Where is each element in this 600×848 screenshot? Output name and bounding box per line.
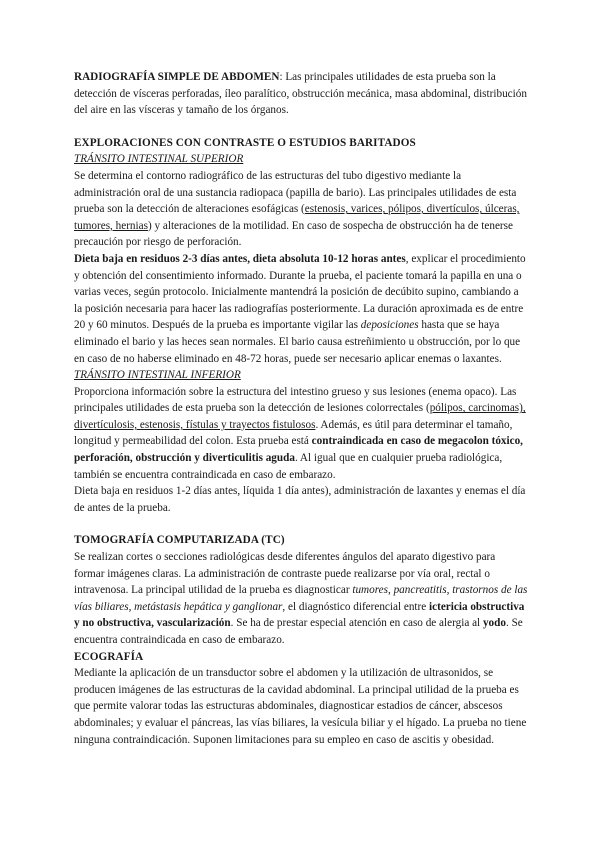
- transito-inferior-paragraph-2: Dieta baja en residuos 1-2 días antes, líquida 1 día antes), administración de laxantes y enemas el día de antes de la prueba.: [74, 485, 526, 514]
- transito-superior-subheading: TRÁNSITO INTESTINAL SUPERIOR: [74, 153, 244, 166]
- text-span: , el diagnóstico diferencial entre: [282, 600, 430, 613]
- italic-text: tumores, pancreatitis, trastornos de las vías biliares, metástasis hepática y ganglionar: [74, 584, 528, 613]
- underlined-text: estenosis, varices, pólipos, divertículos, úlceras, tumores, hernias: [74, 203, 520, 232]
- bold-text: contraindicada en caso de megacolon tóxico, perforación, obstrucción y diverticulitis aguda: [74, 435, 523, 465]
- tomografia-paragraph: [74, 549, 528, 649]
- text-span: Se realizan cortes o secciones radiológicas desde diferentes ángulos del aparato digestivo para formar imágenes claras. La administración de contraste puede realizarse por vía oral, rectal o intravenosa. La principal utilidad de la prueba es diagnosticar: [74, 551, 496, 597]
- bold-text: Dieta baja en residuos 2-3 días antes, dieta absoluta 10-12 horas antes: [74, 252, 406, 265]
- text-span: , explicar el procedimiento y obtención del consentimiento informado. Durante la prueba, el paciente tomará la papilla en una o varias veces, según protocolo. Inicialmente mantendrá la posición de decúbito supino, cambiando a la posición necesaria para hacer las radiografías posteriormente. La duración aproximada es de entre 20 y 60 minutos. Después de la prueba es importante vigilar las: [74, 252, 526, 332]
- ecografia-heading: ECOGRAFÍA: [74, 650, 144, 663]
- text-span: ) y alteraciones de la motilidad. En caso de sospecha de obstrucción ha de tenerse precaución por riesgo de perforación.: [74, 219, 513, 249]
- underlined-text: pólipos, carcinomas), divertículosis, estenosis, fístulas y trayectos fistulosos: [74, 402, 526, 431]
- transito-inferior-paragraph-1: [74, 384, 528, 484]
- text-span: . Al igual que en cualquier prueba radiológica, también se encuentra contraindicada en caso de embarazo.: [74, 452, 503, 481]
- document-page: [74, 69, 528, 748]
- transito-superior-paragraph-1: [74, 168, 528, 251]
- tomografia-heading: TOMOGRAFÍA COMPUTARIZADA (TC): [74, 534, 285, 547]
- text-span: hasta que se haya eliminado el bario y las heces sean normales. El bario causa estreñimiento u obstrucción, por lo que en caso de no haberse eliminado en 48-72 horas, puede ser necesario aplicar enemas o laxantes.: [74, 319, 521, 365]
- bold-text: ictericia obstructiva y no obstructiva, vascularización: [74, 600, 525, 630]
- text-span: . Se ha de prestar especial atención en caso de alergia al: [230, 617, 483, 630]
- bold-text: yodo: [482, 617, 506, 630]
- text-span: . Se encuentra contraindicada en caso de embarazo.: [74, 617, 523, 646]
- text-span: . Además, es útil para determinar el tamaño, longitud y permeabilidad del colon. Esta prueba está: [74, 418, 513, 448]
- italic-text: deposiciones: [360, 319, 419, 332]
- text-span: Proporciona información sobre la estructura del intestino grueso y sus lesiones (enema opaco). Las principales utilidades de esta prueba son la detección de lesiones colorrectales (: [74, 385, 517, 415]
- radiografia-paragraph: [74, 69, 528, 119]
- exploraciones-heading: EXPLORACIONES CON CONTRASTE O ESTUDIOS BARITADOS: [74, 136, 416, 149]
- text-span: Se determina el contorno radiográfico de las estructuras del tubo digestivo mediante la administración oral de una sustancia radiopaca (papilla de bario). Las principales utilidades de esta prueba son la detección de alteraciones esofágicas (: [74, 169, 517, 216]
- ecografia-paragraph: Mediante la aplicación de un transductor sobre el abdomen y la utilización de ultrasonidos, se producen imágenes de las estructuras de la cavidad abdominal. La principal utilidad de la prueba es que permite valorar todas las estructuras abdominales, diagnosticar estadios de cáncer, abscesos abdominales; y evaluar el páncreas, las vías biliares, la vesícula biliar y el hígado. La prueba no tiene ninguna contraindicación. Suponen limitaciones para su empleo en caso de ascitis y obesidad.: [74, 667, 527, 746]
- radiografia-heading: RADIOGRAFÍA SIMPLE DE ABDOMEN: [74, 71, 280, 83]
- radiografia-body: : Las principales utilidades de esta prueba son la detección de vísceras perforadas, íleo paralítico, obstrucción mecánica, masa abdominal, distribución del aire en las vísceras y tamaño de los órganos.: [74, 71, 527, 117]
- transito-superior-paragraph-2: [74, 251, 528, 367]
- transito-inferior-subheading: TRÁNSITO INTESTINAL INFERIOR: [74, 369, 241, 382]
